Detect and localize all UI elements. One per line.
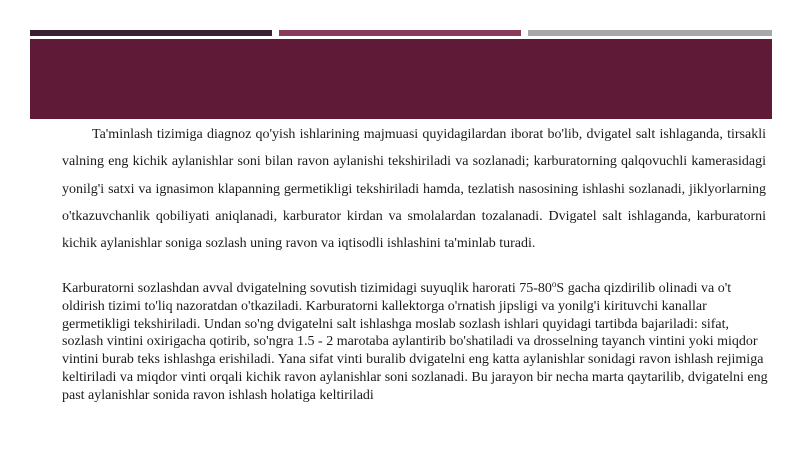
slide-paragraph-1	[62, 121, 766, 257]
paragraph-2-text-end: S gacha qizdirilib olinadi va o't oldirish tizimi to'liq nazoratdan o'tkaziladi. Karburatorni kallektorga o'rnatish jipsligi va yonilg'i kirituvchi kanallar germetikligi tekshiriladi. Undan so'ng dvigatelni salt ishlashga moslab sozlash ishlari quyidagi tartibda bajariladi: sifat, sozlash vintini oxirigacha qotirib, so'ngra 1.5 - 2 marotaba aylantirib bo'shatiladi va drosselning tayanch vintini yoki miqdor vintini burab teks ishlashga erishiladi. Yana sifat vinti buralib dvigatelni eng katta aylanishlar sonidagi ravon ishlash rejimiga keltiriladi va miqdor vinti orqali kichik ravon aylanishlar soni sozlanadi. Bu jarayon bir necha marta qaytarilib, dvigatelni eng past aylanishlar sonida ravon ishlash holatiga keltiriladi	[62, 281, 768, 403]
decor-stripe-middle	[279, 30, 521, 36]
decor-stripe-left	[30, 30, 272, 36]
paragraph-1-text: Ta'minlash tizimiga diagnoz qo'yish ishlarining majmuasi quyidagilardan iborat bo'lib, dvigatel salt ishlaganda, tirsakli valning eng kichik aylanishlar soni bilan ravon aylanishi tekshiriladi va sozlanadi; karburatorning qalqovuchli kamerasidagi yonilg'i satxi va ignasimon klapanning germetikligi tekshiriladi hamda, tezlatish nasosining ishlashi sozlanadi, jiklyorlarning o'tkazuvchanlik qobiliyati aniqlanadi, karburator kirdan va smolalardan tozalanadi. Dvigatel salt ishlaganda, karburatorni kichik aylanishlar soniga sozlash uning ravon va iqtisodli ishlashini ta'minlab turadi.	[62, 127, 766, 252]
degree-sign: o	[551, 279, 557, 289]
title-banner	[30, 39, 772, 119]
paragraph-2-text-start: Karburatorni sozlashdan avval dvigatelning sovutish tizimidagi suyuqlik harorati 75-80	[62, 281, 552, 296]
decor-stripe-right	[528, 30, 772, 36]
slide-paragraph-2	[62, 280, 772, 405]
